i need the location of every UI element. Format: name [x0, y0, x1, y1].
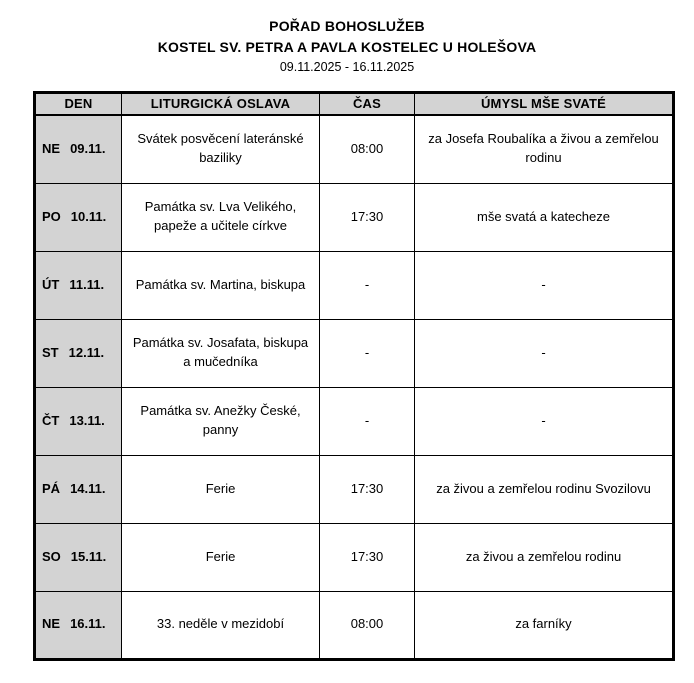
- table-row: [35, 319, 674, 387]
- time-cell: 17:30: [320, 455, 415, 523]
- day-abbreviation: NE: [42, 140, 61, 156]
- table-row: [35, 387, 674, 455]
- day-date: 11.11.: [69, 276, 105, 292]
- celebration-cell: Památka sv. Anežky České, panny: [122, 387, 320, 455]
- time-cell: -: [320, 387, 415, 455]
- intention-cell: za živou a zemřelou rodinu: [415, 523, 674, 591]
- column-header-intention: ÚMYSL MŠE SVATÉ: [415, 93, 674, 116]
- day-abbreviation: NE: [42, 616, 61, 632]
- time-cell: -: [320, 251, 415, 319]
- document-header: [0, 0, 694, 74]
- intention-cell: za farníky: [415, 591, 674, 659]
- intention-cell: za živou a zemřelou rodinu Svozilovu: [415, 455, 674, 523]
- time-cell: 08:00: [320, 115, 415, 183]
- day-cell: [35, 523, 122, 591]
- intention-cell: mše svatá a katecheze: [415, 183, 674, 251]
- table-row: [35, 115, 674, 183]
- celebration-cell: Památka sv. Lva Velikého, papeže a učitele církve: [122, 183, 320, 251]
- column-header-day: DEN: [35, 93, 122, 116]
- date-range: 09.11.2025 - 16.11.2025: [279, 60, 415, 74]
- time-cell: 17:30: [320, 183, 415, 251]
- day-cell: [35, 455, 122, 523]
- celebration-cell: Svátek posvěcení lateránské baziliky: [122, 115, 320, 183]
- day-abbreviation: ÚT: [42, 276, 60, 292]
- day-cell: [35, 115, 122, 183]
- schedule-header-row: [35, 93, 674, 116]
- church-name: KOSTEL SV. PETRA A PAVLA KOSTELEC U HOLEŠOVA: [157, 39, 537, 55]
- day-date: 12.11.: [68, 344, 105, 360]
- day-cell: [35, 591, 122, 659]
- celebration-cell: Ferie: [122, 523, 320, 591]
- time-cell: 17:30: [320, 523, 415, 591]
- document-title: POŘAD BOHOSLUŽEB: [269, 18, 425, 34]
- intention-cell: -: [415, 251, 674, 319]
- table-row: [35, 523, 674, 591]
- day-date: 13.11.: [69, 412, 105, 428]
- celebration-cell: 33. neděle v mezidobí: [122, 591, 320, 659]
- intention-cell: -: [415, 387, 674, 455]
- day-cell: [35, 319, 122, 387]
- time-cell: 08:00: [320, 591, 415, 659]
- table-row: [35, 455, 674, 523]
- day-cell: [35, 251, 122, 319]
- schedule-body: [35, 115, 674, 659]
- table-row: [35, 251, 674, 319]
- column-header-celebration: LITURGICKÁ OSLAVA: [122, 93, 320, 116]
- day-abbreviation: PO: [42, 208, 61, 224]
- column-header-time: ČAS: [320, 93, 415, 116]
- day-date: 09.11.: [70, 140, 106, 156]
- day-abbreviation: ST: [42, 344, 59, 360]
- day-date: 16.11.: [70, 616, 106, 632]
- time-cell: -: [320, 319, 415, 387]
- table-row: [35, 591, 674, 659]
- day-cell: [35, 387, 122, 455]
- day-abbreviation: PÁ: [42, 480, 61, 496]
- celebration-cell: Památka sv. Martina, biskupa: [122, 251, 320, 319]
- day-date: 15.11.: [70, 548, 107, 564]
- day-abbreviation: SO: [42, 548, 61, 564]
- day-date: 14.11.: [70, 480, 106, 496]
- day-date: 10.11.: [70, 208, 107, 224]
- day-cell: [35, 183, 122, 251]
- table-row: [35, 183, 674, 251]
- celebration-cell: Památka sv. Josafata, biskupa a mučedníka: [122, 319, 320, 387]
- intention-cell: za Josefa Roubalíka a živou a zemřelou rodinu: [415, 115, 674, 183]
- celebration-cell: Ferie: [122, 455, 320, 523]
- schedule-table: [33, 91, 675, 661]
- day-abbreviation: ČT: [42, 412, 60, 428]
- intention-cell: -: [415, 319, 674, 387]
